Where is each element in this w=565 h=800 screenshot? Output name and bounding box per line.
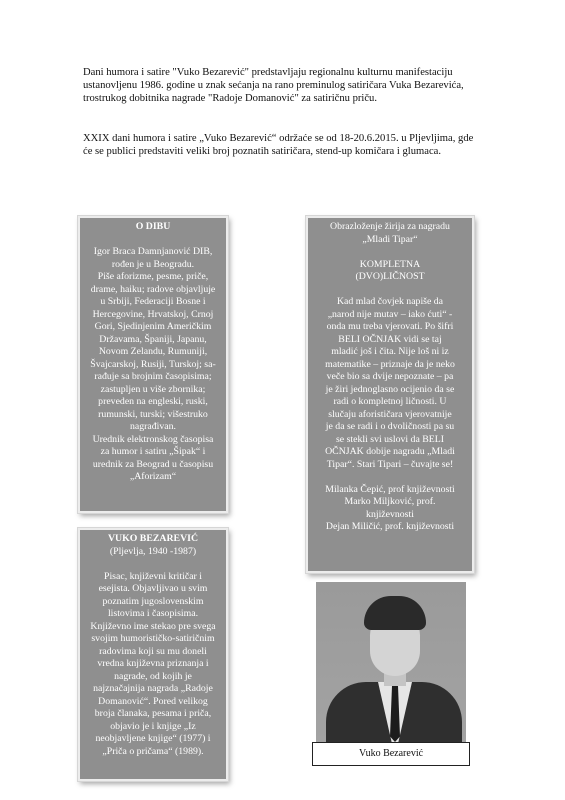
vuko-bio-text: [80, 571, 226, 759]
text-line: „Priča o pričama“ (1989).: [102, 745, 204, 757]
vuko-bezarevic-box: [78, 528, 228, 781]
text-line: veče bio sa dvije nepoznate – pa: [326, 371, 454, 382]
text-line: (DVO)LIČNOST: [355, 271, 425, 282]
text-line: nagrađivan.: [130, 421, 176, 432]
text-line: KOMPLETNA: [359, 258, 421, 270]
text-line: Književno ime stekao pre svega: [90, 620, 216, 632]
text-line: listovima i časopisima.: [107, 608, 199, 619]
event-paragraph: [83, 132, 503, 158]
jury-heading: [308, 259, 472, 284]
text-line: preveden na engleski, ruski,: [98, 396, 208, 407]
jury-statement-box: [306, 216, 474, 573]
text-line: Dani humora i satire "Vuko Bezarević" predstavljaju regionalnu kulturnu manifestaciju: [83, 67, 453, 78]
text-line: Urednik elektronskog časopisa: [92, 433, 214, 445]
text-line: za humor i satiru „Šipak“ i: [100, 446, 206, 457]
text-line: Novom Zelandu, Rumuniji,: [98, 346, 208, 357]
text-line: Pisac, književni kritičar i: [104, 570, 202, 582]
text-line: književnosti: [366, 508, 414, 520]
text-line: urednik za Beograd u časopisu: [92, 458, 214, 470]
text-line: BELI OČNJAK vidi se taj: [338, 333, 442, 345]
text-line: Kad mlad čovjek napiše da: [336, 296, 444, 307]
portrait-photo: [316, 582, 466, 742]
text-line: Dejan Miličić, prof. književnosti: [325, 521, 455, 532]
text-line: svojim humorističko-satiričnim: [91, 633, 215, 644]
text-line: „narod nije mutav – iako ćuti“ -: [327, 308, 453, 320]
about-dib-text: [80, 246, 226, 484]
text-line: poznatim jugoslovenskim: [102, 595, 204, 607]
text-line: broja članaka, pesama i priča,: [94, 708, 212, 719]
text-line: objavio je i knjige „Iz: [110, 720, 196, 732]
text-line: esejista. Objavljivao u svim: [98, 583, 208, 594]
text-line: zastupljen u više zbornika;: [100, 383, 206, 395]
text-line: vredna književna priznanja i: [97, 658, 209, 669]
jury-body: [308, 296, 472, 471]
text-line: mladić još i čita. Nije loš ni iz: [331, 346, 449, 357]
text-line: neobjavljene knjige“ (1977) i: [95, 733, 211, 744]
text-line: Igor Braca Damnjanović DIB,: [93, 246, 213, 257]
text-line: XXIX dani humora i satire „Vuko Bezarević“ održaće se od 18-20.6.2015. u Pljevljima, gde: [83, 133, 474, 144]
text-line: „Aforizam“: [129, 471, 177, 482]
text-line: onda mu treba vjerovati. Po šifri: [326, 321, 454, 332]
text-line: Piše aforizme, pesme, priče,: [97, 271, 209, 282]
text-line: rumunski, turski; višestruko: [98, 408, 208, 420]
text-line: Hercegovine, Hrvatskoj, Crnoj: [92, 308, 214, 320]
text-line: se stekli svi uslovi da BELI: [335, 433, 445, 445]
text-line: rađuje sa brojnim časopisima;: [94, 371, 212, 382]
text-line: Obrazloženje žirija za nagradu: [330, 221, 450, 232]
text-line: OČNJAK dobije nagradu „Mladi: [325, 446, 455, 457]
jury-signatures: [308, 484, 472, 534]
text-line: najznačajnija nagrada „Radoje: [93, 683, 213, 694]
text-line: će se publici predstaviti veliki broj poznatih satiričara, stend-up komičara i glumaca.: [83, 146, 442, 157]
text-line: radi o kompletnoj ličnosti. U: [333, 396, 447, 407]
text-line: Marko Miljković, prof.: [344, 496, 436, 507]
intro-paragraph: [83, 66, 503, 105]
text-line: „Mladi Tipar“: [362, 233, 418, 245]
text-line: Gori, Sjedinjenim Američkim: [94, 321, 212, 332]
text-line: ustanovljenu 1986. godine u znak sećanja na rano preminulog satiričara Vuka Bezarevića,: [83, 80, 464, 91]
text-line: trostrukog dobitnika nagrade "Radoje Domanović" za satiričnu priču.: [83, 93, 378, 104]
text-line: slučaju aforističara vjerovatnije: [328, 408, 452, 420]
text-line: radovima koji su mu doneli: [99, 645, 207, 657]
text-line: Milanka Čepić, prof književnosti: [325, 483, 455, 495]
photo-caption: Vuko Bezarević: [312, 742, 470, 766]
vuko-subtitle: (Pljevlja, 1940 -1987): [109, 545, 197, 557]
text-line: Domanović“. Pored velikog: [98, 695, 208, 707]
text-line: Tipar“. Stari Tipari – čuvajte se!: [326, 458, 454, 470]
text-line: Državama, Španiji, Japanu,: [99, 333, 207, 345]
text-line: matematike – priznaje da je neko: [325, 358, 455, 370]
text-line: Švajcarskoj, Rusiji, Turskoj; sa-: [90, 358, 216, 370]
text-line: je da se radi i o dvoličnosti pa su: [325, 421, 455, 432]
vuko-title: VUKO BEZAREVIĆ: [107, 533, 199, 544]
about-dib-box: [78, 216, 228, 513]
text-line: drame, haiku; radove objavljuje: [90, 283, 216, 295]
text-line: rođen je u Beogradu.: [111, 258, 195, 270]
text-line: je žiri jednoglasno ocijenio da se: [325, 383, 455, 395]
text-line: nagrade, od kojih je: [114, 670, 192, 682]
about-dib-title: O DIBU: [135, 221, 171, 232]
text-line: u Srbiji, Federaciji Bosne i: [100, 296, 206, 307]
jury-title: [308, 221, 472, 246]
